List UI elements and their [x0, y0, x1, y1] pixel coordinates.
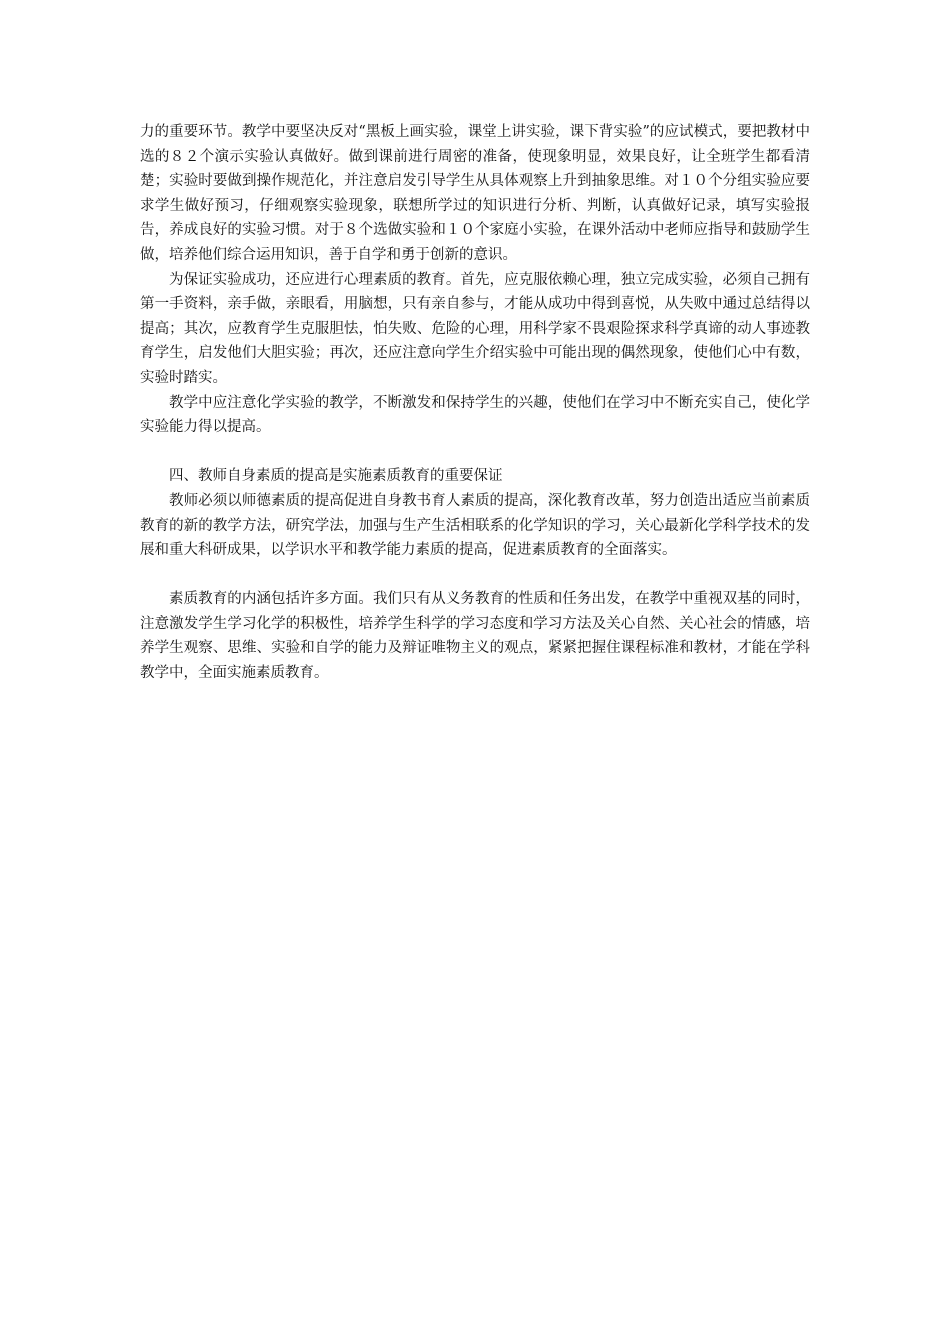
- document-body: [140, 120, 810, 686]
- section-heading-teacher-quality: 四、教师自身素质的提高是实施素质教育的重要保证: [169, 468, 503, 485]
- paragraph-conclusion: 素质教育的内涵包括许多方面。我们只有从义务教育的性质和任务出发，在教学中重视双基的同时，注意激发学生学习化学的积极性，培养学生科学的学习态度和学习方法及关心自然、关心社会的情感，培养学生观察、思维、实验和自学的能力及辩证唯物主义的观点，紧紧把握住课程标准和教材，才能在学科教学中，全面实施素质教育。: [140, 591, 810, 682]
- paragraph-psychological-quality: 为保证实验成功，还应进行心理素质的教育。首先，应克服依赖心理，独立完成实验，必须自己拥有第一手资料，亲手做，亲眼看，用脑想，只有亲自参与，才能从成功中得到喜悦，从失败中通过总结得以提高；其次，应教育学生克服胆怯，怕失败、危险的心理，用科学家不畏艰险探求科学真谛的动人事迹教育学生，启发他们大胆实验；再次，还应注意向学生介绍实验中可能出现的偶然现象，使他们心中有数，实验时踏实。: [140, 271, 810, 386]
- paragraph-experiment-interest: 教学中应注意化学实验的教学，不断激发和保持学生的兴趣，使他们在学习中不断充实自己，使化学实验能力得以提高。: [140, 394, 810, 436]
- paragraph-teacher-quality: 教师必须以师德素质的提高促进自身教书育人素质的提高，深化教育改革，努力创造出适应当前素质教育的新的教学方法，研究学法，加强与生产生活相联系的化学知识的学习，关心最新化学科学技术的发展和重大科研成果，以学识水平和教学能力素质的提高，促进素质教育的全面落实。: [140, 492, 810, 559]
- paragraph-experiment-teaching: 力的重要环节。教学中要坚决反对“黑板上画实验，课堂上讲实验，课下背实验”的应试模式，要把教材中选的８２个演示实验认真做好。做到课前进行周密的准备，使现象明显，效果良好，让全班学生都看清楚；实验时要做到操作规范化，并注意启发引导学生从具体观察上升到抽象思维。对１０个分组实验应要求学生做好预习，仔细观察实验现象，联想所学过的知识进行分析、判断，认真做好记录，填写实验报告，养成良好的实验习惯。对于８个选做实验和１０个家庭小实验，在课外活动中老师应指导和鼓励学生做，培养他们综合运用知识，善于自学和勇于创新的意识。: [140, 124, 810, 263]
